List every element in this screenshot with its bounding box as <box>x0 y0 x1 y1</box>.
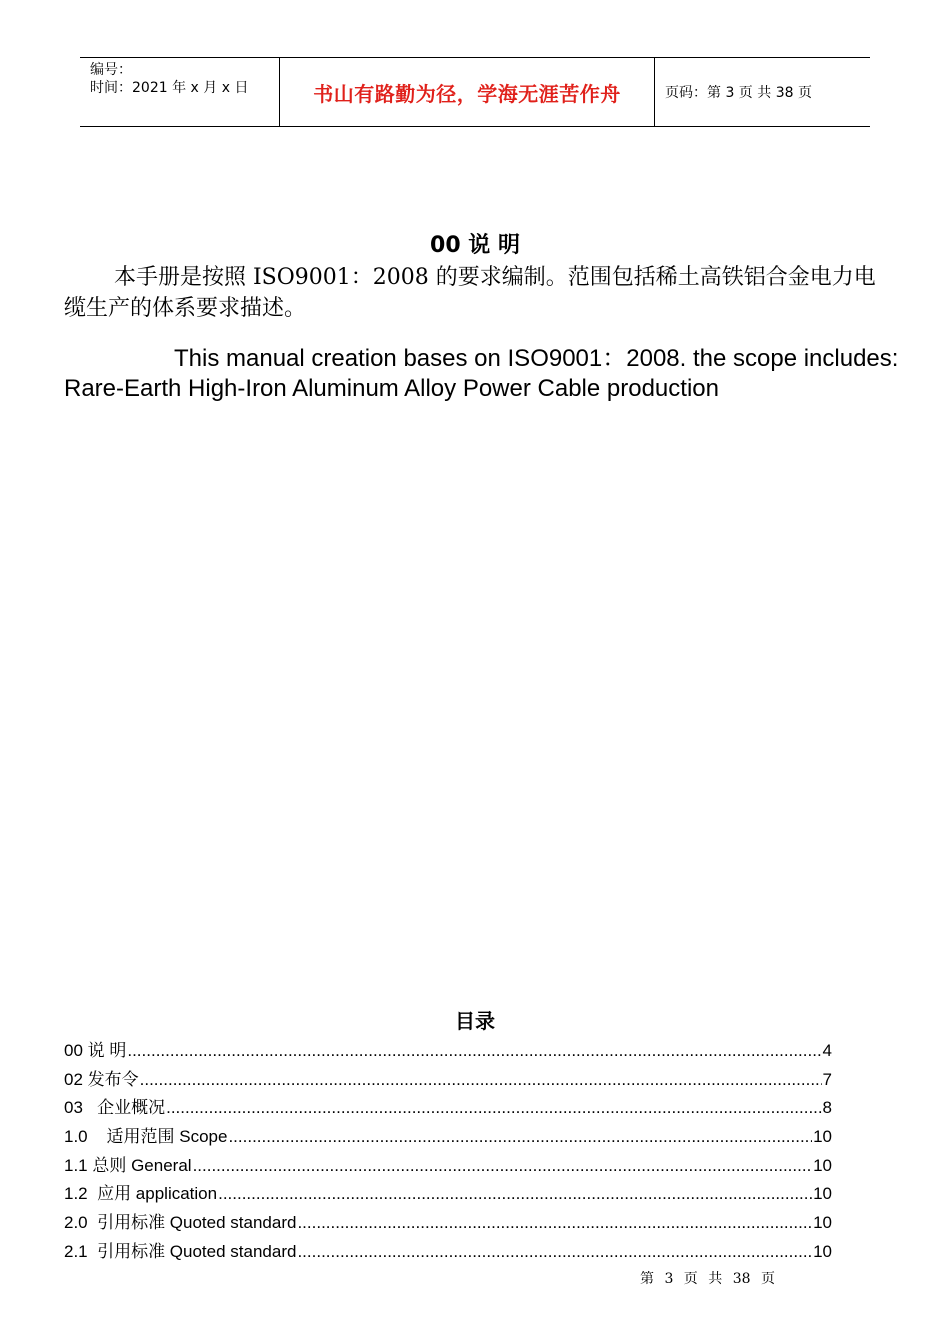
toc-entry[interactable] <box>64 1093 832 1122</box>
toc-entry-page: 10 <box>813 1184 832 1204</box>
toc-leader-dots <box>218 1184 812 1204</box>
paragraph-chinese: 本手册是按照 ISO9001：2008 的要求编制。范围包括稀土高铁铝合金电力电缆生产的体系要求描述。 <box>64 265 876 321</box>
toc-entry-page: 8 <box>822 1098 832 1118</box>
toc-entry[interactable] <box>64 1179 832 1208</box>
toc-entry-label: 1.1 总则 General <box>64 1155 192 1175</box>
toc-entry[interactable] <box>64 1151 832 1180</box>
toc-entry-label: 00 说 明 <box>64 1041 127 1060</box>
toc-entry-label: 02 发布令 <box>64 1069 139 1089</box>
toc-entry[interactable] <box>64 1208 832 1237</box>
page-footer: 第 3 页 共 38 页 <box>640 1271 775 1287</box>
page-header <box>80 57 870 127</box>
table-of-contents <box>64 1036 832 1266</box>
toc-entry-page: 10 <box>813 1241 832 1261</box>
toc-leader-dots <box>193 1156 813 1176</box>
toc-leader-dots <box>297 1213 812 1233</box>
toc-leader-dots <box>127 1041 821 1061</box>
toc-entry-label: 1.2 应用 application <box>64 1184 218 1204</box>
header-page-number: 页码：第 3 页 共 38 页 <box>665 85 812 101</box>
toc-leader-dots <box>297 1242 812 1262</box>
toc-entry-label: 2.1 引用标准 Quoted standard <box>64 1241 297 1261</box>
paragraph-english: This manual creation bases on ISO9001：2008. the scope includes: Rare-Earth High-Iron Aluminum Alloy Power Cable production <box>64 345 899 402</box>
header-motto: 书山有路勤为径，学海无涯苦作舟 <box>280 58 655 126</box>
document-time-label: 时间：2021 年 x 月 x 日 <box>90 80 249 96</box>
toc-entry-page: 4 <box>822 1041 832 1060</box>
toc-entry-page: 7 <box>822 1069 832 1089</box>
toc-entry-page: 10 <box>813 1127 832 1147</box>
toc-entry[interactable] <box>64 1237 832 1266</box>
toc-entry-label: 1.0 适用范围 Scope <box>64 1127 228 1147</box>
toc-entry-label: 2.0 引用标准 Quoted standard <box>64 1213 297 1233</box>
toc-leader-dots <box>140 1070 822 1090</box>
document-number-label: 编号： <box>90 62 132 78</box>
toc-entry-page: 10 <box>813 1155 832 1175</box>
header-meta <box>80 58 280 126</box>
toc-entry[interactable] <box>64 1065 832 1094</box>
toc-leader-dots <box>166 1098 821 1118</box>
toc-entry-label: 03 企业概况 <box>64 1098 166 1118</box>
toc-entry-page: 10 <box>813 1213 832 1233</box>
toc-entry[interactable] <box>64 1036 832 1065</box>
toc-entry[interactable] <box>64 1122 832 1151</box>
toc-title: 目录 <box>455 1009 495 1033</box>
section-title: 00 说 明 <box>430 233 520 258</box>
toc-leader-dots <box>228 1127 812 1147</box>
